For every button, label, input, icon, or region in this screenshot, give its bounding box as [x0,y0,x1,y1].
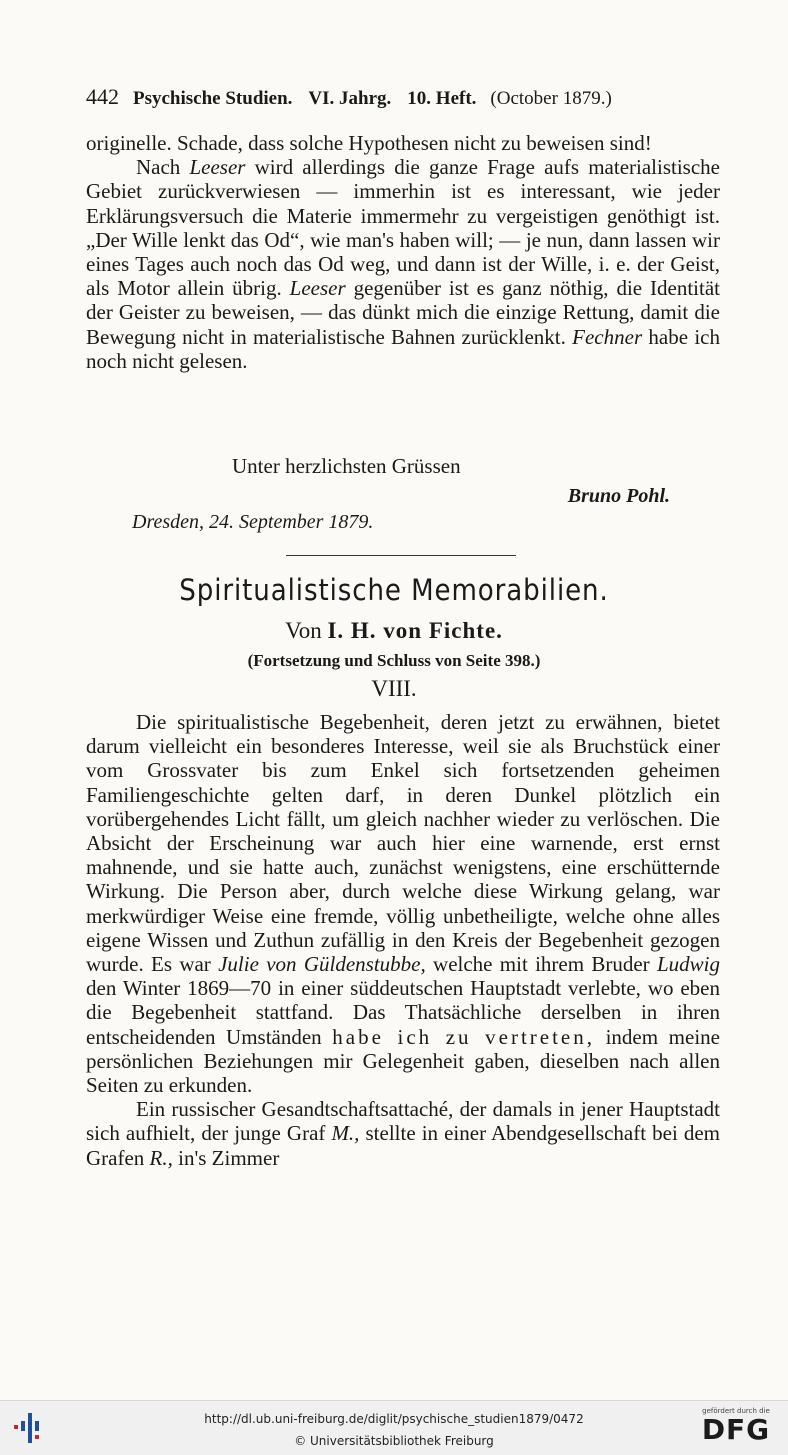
name-ludwig: Ludwig [656,952,721,977]
article-author: I. H. von Fichte. [327,618,503,643]
article-title: Spiritualistische Memorabilien. [179,573,609,607]
name-graf-m: M., [331,1121,360,1146]
letter-paragraph-2: Nach Leeser wird allerdings die ganze Frage aufs materialistische Gebiet zurückverwiesen — immerhin ist es interessant, wie jeder Erklärungsversuch die Materie immermehr zu vergeistigen genöthigt ist. „Der Wille lenkt das Od“, wie man's haben will; — je nun, dann lassen wir eines Tages auch noch das Od weg, und dann ist der Wille, i. e. der Geist, als Motor allein übrig. Leeser gegenüber ist es ganz nöthig, die Identität der Geister zu beweisen, — das dünkt mich die einzige Rettung, damit die Bewegung nicht in materialistische Bahnen zurücklenkt. Fechner habe ich noch nicht gelesen. [86,155,720,373]
continuation-note: (Fortsetzung und Schluss von Seite 398.) [247,651,541,670]
copyright-notice: © Universitätsbibliothek Freiburg [294,1434,494,1448]
letter-paragraph-1: originelle. Schade, dass solche Hypothesen nicht zu beweisen sind! [86,131,652,155]
name-leeser: Leeser [289,276,346,301]
letter-place-date: Dresden, 24. September 1879. [132,511,374,533]
article-paragraph-1: Die spiritualistische Begebenheit, deren jetzt zu erwähnen, bietet darum vielleicht ein besonderes Interesse, weil sie als Bruchstück einer vom Grossvater bis zum Enkel sich fortsetzenden geheimen Familiengeschichte gelten darf, in deren Dunkel plötzlich ein vorübergehendes Licht fällt, um gleich nachher wieder zu verlöschen. Die Absicht der Erscheinung war auch hier eine warnende, erst ernst mahnende, und sie hatte auch, zunächst wenigstens, eine erschütternde Wirkung. Die Person aber, durch welche diese Wirkung gelang, war merkwürdiger Weise eine fremde, völlig unbetheiligte, welche ohne alles eigene Wissen und Zuthun zufällig in den Kreis der Begebenheit gezogen wurde. Es war Julie von Güldenstubbe, welche mit ihrem Bruder Ludwig den Winter 1869—70 in einer süddeutschen Hauptstadt verlebte, wo eben die Begebenheit stattfand. Das Thatsächliche derselben in ihren entscheidenden Umständen habe ich zu vertreten, indem meine persönlichen Beziehungen mir Gelegenheit gaben, dieselben nach allen Seiten zu erkunden. [86,710,721,1098]
name-leeser: Leeser [189,155,246,180]
spaced-emphasis: habe ich zu vertreten, [332,1024,596,1049]
page-number: 442 [86,84,119,109]
letter-closing: Unter herzlichsten Grüssen [232,454,461,478]
article-paragraph-2: Ein russischer Gesandtschaftsattaché, der damals in jener Hauptstadt sich aufhielt, der junge Graf M., stellte in einer Abendgesellschaft bei dem Grafen R., in's Zimmer [86,1097,720,1170]
permalink-url[interactable]: http://dl.ub.uni-freiburg.de/diglit/psychische_studien1879/0472 [204,1412,584,1426]
letter-text [86,131,720,373]
journal-title: Psychische Studien. [133,88,293,109]
running-header [86,84,726,110]
section-number: VIII. [371,676,417,701]
author-line: Von I. H. von Fichte. [285,618,503,643]
issue-date: (October 1879.) [490,88,612,109]
name-fechner: Fechner [572,324,643,349]
volume: VI. Jahrg. [308,88,392,109]
dfg-caption: gefördert durch die [702,1407,770,1415]
viewer-footer [0,1400,788,1455]
name-graf-r: R., [149,1145,173,1170]
name-julie: Julie von Güldenstubbe, [218,952,426,977]
issue: 10. Heft. [407,88,477,109]
section-divider [286,555,516,556]
letter-signature: Bruno Pohl. [567,485,670,507]
dfg-logo-icon: DFG [701,1413,771,1446]
article-text [86,710,720,1170]
dfg-funding-logo [694,1407,778,1445]
